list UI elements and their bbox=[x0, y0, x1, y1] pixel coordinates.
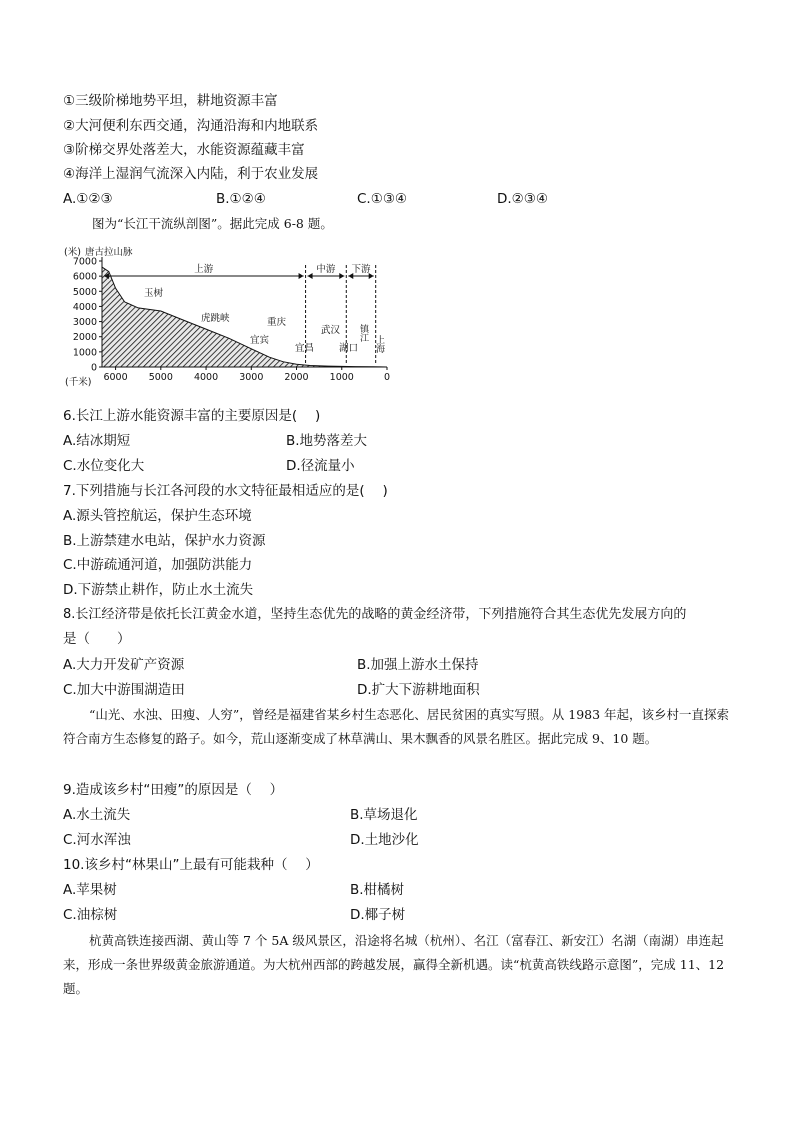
q6-option-c[interactable]: C.水位变化大 bbox=[63, 458, 145, 474]
section-label-upper: 上游 bbox=[194, 264, 214, 275]
statement-1: ①三级阶梯地势平坦，耕地资源丰富 bbox=[63, 93, 278, 109]
q6-option-d[interactable]: D.径流量小 bbox=[286, 458, 355, 474]
q6-stem: 6.长江上游水能资源丰富的主要原因是( ) bbox=[63, 408, 321, 424]
q7-option-b[interactable]: B.上游禁建水电站，保护水力资源 bbox=[63, 533, 266, 549]
y-tick-label: 2000 bbox=[72, 332, 97, 344]
y-unit: (米) bbox=[64, 247, 81, 258]
passage-2: 杭黄高铁连接西湖、黄山等 7 个 5A 级风景区，沿途将名城（杭州）、名江（富春江、新安江）名湖（南湖）串连起来，形成一条世界级黄金旅游通道。为大杭州西部的跨越发展，赢得全新机遇。读“杭黄高铁线路示意图”，完成 11、12 题。 bbox=[63, 933, 725, 996]
q8-option-d[interactable]: D.扩大下游耕地面积 bbox=[357, 682, 480, 698]
x-tick-label: 2000 bbox=[284, 372, 309, 383]
q10-option-c[interactable]: C.油棕树 bbox=[63, 907, 118, 923]
q7-option-c[interactable]: C.中游疏通河道，加强防洪能力 bbox=[63, 557, 253, 573]
q5-option-b[interactable]: B.①②④ bbox=[216, 191, 266, 207]
q10-option-b[interactable]: B.柑橘树 bbox=[350, 882, 405, 898]
q9-option-c[interactable]: C.河水浑浊 bbox=[63, 832, 131, 848]
q6-option-a[interactable]: A.结冰期短 bbox=[63, 433, 131, 449]
q5-option-d[interactable]: D.②③④ bbox=[497, 191, 548, 207]
q8-stem-line2: 是（ ） bbox=[63, 631, 131, 647]
place-yushu: 玉树 bbox=[144, 288, 164, 299]
q7-option-d[interactable]: D.下游禁止耕作，防止水土流失 bbox=[63, 582, 254, 598]
y-tick-label: 4000 bbox=[72, 301, 97, 313]
yangtze-profile-chart bbox=[63, 243, 393, 391]
x-tick-label: 4000 bbox=[193, 372, 219, 383]
arrow-head bbox=[299, 273, 304, 279]
place-hutiaoxia: 虎跳峡 bbox=[201, 313, 230, 324]
place-shanghai: 上海 bbox=[374, 335, 384, 353]
place-zhenjiang: 镇江 bbox=[358, 324, 368, 342]
y-tick-label: 0 bbox=[90, 362, 97, 374]
x-unit: (千米) bbox=[65, 377, 92, 388]
q5-option-a[interactable]: A.①②③ bbox=[63, 191, 113, 207]
q5-option-c[interactable]: C.①③④ bbox=[357, 191, 408, 207]
statement-4: ④海洋上湿润气流深入内陆，利于农业发展 bbox=[63, 166, 319, 182]
q8-option-a[interactable]: A.大力开发矿产资源 bbox=[63, 657, 185, 673]
place-wuhan: 武汉 bbox=[321, 325, 341, 336]
q6-option-b[interactable]: B.地势落差大 bbox=[286, 433, 368, 449]
section-label-middle: 中游 bbox=[316, 264, 336, 275]
q7-stem: 7.下列措施与长江各河段的水文特征最相适应的是( ) bbox=[63, 483, 388, 499]
x-tick-label: 0 bbox=[383, 372, 391, 383]
statement-3: ③阶梯交界处落差大，水能资源蕴藏丰富 bbox=[63, 142, 305, 158]
q10-stem: 10.该乡村“林果山”上最有可能栽种（ ） bbox=[63, 857, 319, 873]
passage-1: “山光、水浊、田瘦、人穷”，曾经是福建省某乡村生态恶化、居民贫困的真实写照。从 1983 年起，该乡村一直探索符合南方生态修复的路子。如今，荒山逐渐变成了林草满山、果木飘香的风景名胜区。据此完成 9、10 题。 bbox=[63, 707, 730, 746]
y-tick-label: 1000 bbox=[72, 347, 97, 359]
arrow-head bbox=[339, 273, 344, 279]
q8-stem-line1: 8.长江经济带是依托长江黄金水道，坚持生态优先的战略的黄金经济带，下列措施符合其生态优先发展方向的 bbox=[63, 607, 687, 622]
x-tick-label: 3000 bbox=[239, 372, 264, 383]
q8-option-c[interactable]: C.加大中游围湖造田 bbox=[63, 682, 185, 698]
y-tick-label: 3000 bbox=[72, 317, 97, 329]
q8-option-b[interactable]: B.加强上游水土保持 bbox=[357, 657, 479, 673]
x-tick-label: 1000 bbox=[329, 372, 354, 383]
figure-caption: 图为“长江干流纵剖图”。据此完成 6-8 题。 bbox=[92, 216, 333, 231]
q9-option-a[interactable]: A.水土流失 bbox=[63, 807, 131, 823]
y-tick-label: 7000 bbox=[72, 256, 97, 268]
place-chongqing: 重庆 bbox=[267, 317, 287, 328]
q9-option-b[interactable]: B.草场退化 bbox=[350, 807, 418, 823]
q10-option-d[interactable]: D.椰子树 bbox=[350, 907, 406, 923]
x-tick-label: 6000 bbox=[103, 372, 128, 383]
place-yichang: 宜昌 bbox=[295, 343, 315, 354]
q10-option-a[interactable]: A.苹果树 bbox=[63, 882, 117, 898]
q9-stem: 9.造成该乡村“田瘦”的原因是（ ） bbox=[63, 782, 284, 798]
x-tick-label: 5000 bbox=[148, 372, 173, 383]
q7-option-a[interactable]: A.源头管控航运，保护生态环境 bbox=[63, 508, 252, 524]
y-tick-label: 6000 bbox=[72, 271, 97, 283]
place-yibin: 宜宾 bbox=[250, 335, 270, 346]
arrow-head bbox=[308, 273, 313, 279]
y-tick-label: 5000 bbox=[72, 286, 97, 298]
statement-2: ②大河便利东西交通，沟通沿海和内地联系 bbox=[63, 118, 319, 134]
place-hukou: 湖口 bbox=[339, 343, 359, 354]
section-label-lower: 下游 bbox=[351, 264, 371, 275]
q9-option-d[interactable]: D.土地沙化 bbox=[350, 832, 419, 848]
source-label: 唐古拉山脉 bbox=[85, 247, 133, 258]
